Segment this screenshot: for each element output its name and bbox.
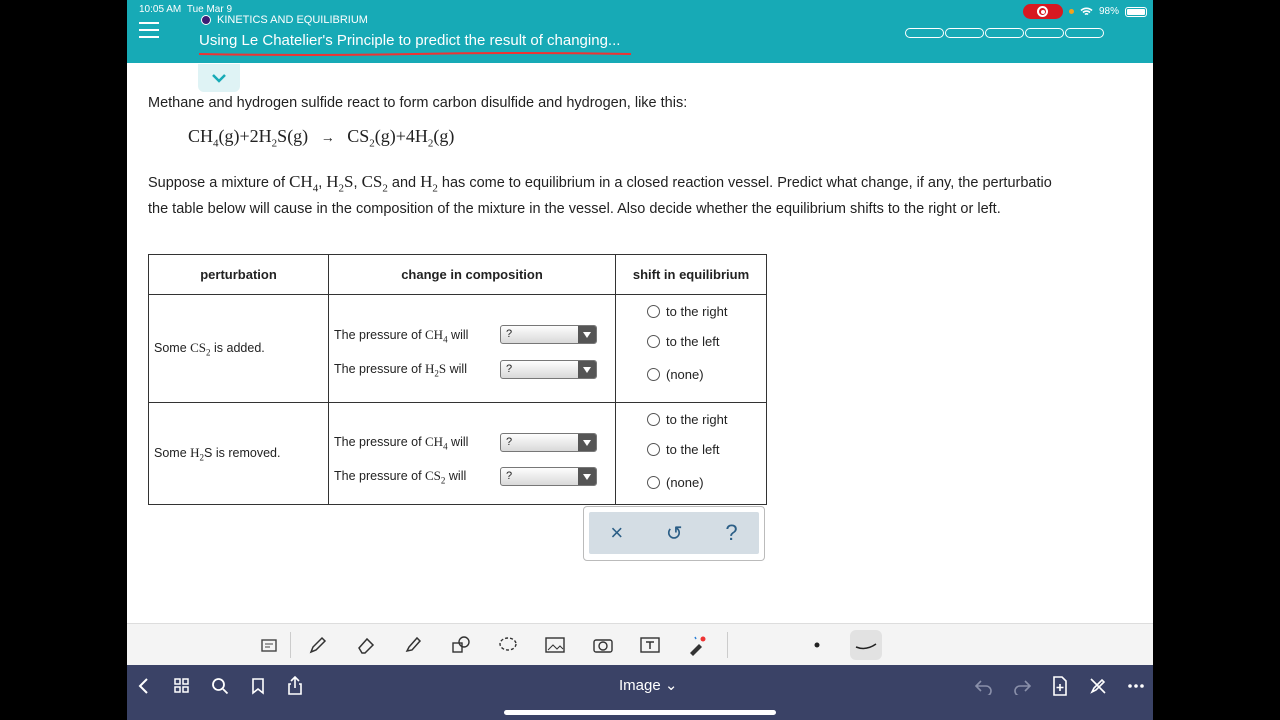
radio-right[interactable]: to the right xyxy=(647,304,727,319)
chevron-down-icon xyxy=(211,73,227,83)
back-icon[interactable] xyxy=(133,675,155,697)
perturbation-cell: Some $CS_2$ is added. xyxy=(149,295,329,403)
undo-button[interactable]: ↺ xyxy=(665,522,683,545)
radio-circle-icon[interactable] xyxy=(647,335,660,348)
radio-circle-icon[interactable] xyxy=(647,305,660,318)
dropdown-arrow-icon xyxy=(578,434,596,451)
lasso-select-icon[interactable] xyxy=(496,633,520,657)
composition-line: The pressure of $CH_4$ will xyxy=(334,434,469,452)
header-change: change in composition xyxy=(329,255,616,295)
undo-icon[interactable] xyxy=(973,675,995,697)
header-bar xyxy=(127,0,1153,63)
status-right xyxy=(1023,4,1147,19)
eraser-icon[interactable] xyxy=(354,633,378,657)
document-title-menu[interactable]: Image ⌄ xyxy=(619,677,678,694)
home-indicator xyxy=(504,710,776,715)
camera-icon[interactable] xyxy=(591,633,615,657)
table-row xyxy=(149,295,767,403)
pen-icon[interactable] xyxy=(306,633,330,657)
stroke-icon[interactable] xyxy=(850,630,882,660)
battery-percent: 98% xyxy=(1098,6,1119,17)
battery-icon xyxy=(1125,7,1147,17)
composition-line: The pressure of $CH_4$ will xyxy=(334,327,469,345)
dropdown-arrow-icon xyxy=(578,468,596,485)
markup-toolbar xyxy=(127,623,1153,665)
question-line-1: Suppose a mixture of $CH_4$, $H_2S$, $CS_2$ and $H_2$ has come to equilibrium in a closed reaction vessel. Predict what change, if any, the perturbatio xyxy=(148,172,1052,195)
bottom-nav-bar xyxy=(127,665,1153,720)
dropdown-arrow-icon xyxy=(578,326,596,343)
perturbation-table xyxy=(148,254,767,505)
pressure-dropdown[interactable]: ? xyxy=(500,360,597,379)
radio-none[interactable]: (none) xyxy=(647,367,704,382)
add-page-icon[interactable] xyxy=(1049,675,1071,697)
lasso-icon[interactable] xyxy=(257,633,281,657)
topic-dot-icon xyxy=(201,15,211,25)
help-button[interactable]: ? xyxy=(725,520,738,545)
radio-left[interactable]: to the left xyxy=(647,334,719,349)
dot-size-icon[interactable] xyxy=(805,633,829,657)
header-shift: shift in equilibrium xyxy=(616,255,767,295)
wifi-icon xyxy=(1080,7,1093,17)
grid-icon[interactable] xyxy=(171,675,193,697)
bookmark-icon[interactable] xyxy=(247,675,269,697)
app-screen xyxy=(127,0,1153,720)
pressure-dropdown[interactable]: ? xyxy=(500,467,597,486)
text-box-icon[interactable] xyxy=(638,633,662,657)
laser-pointer-icon[interactable] xyxy=(685,633,709,657)
composition-cell xyxy=(329,295,616,403)
page-title: Using Le Chatelier's Principle to predict the result of changing... xyxy=(199,32,621,49)
dropdown-arrow-icon xyxy=(578,361,596,378)
share-icon[interactable] xyxy=(284,675,306,697)
pressure-dropdown[interactable]: ? xyxy=(500,325,597,344)
shift-cell xyxy=(616,295,767,403)
ink-underline xyxy=(199,52,631,57)
composition-line: The pressure of $CS_2$ will xyxy=(334,468,467,486)
question-line-2: the table below will cause in the composition of the mixture in the vessel. Also decide whether the equilibrium shifts to the right or left. xyxy=(148,201,1001,217)
radio-circle-icon[interactable] xyxy=(647,443,660,456)
more-icon[interactable] xyxy=(1125,675,1147,697)
radio-circle-icon[interactable] xyxy=(647,413,660,426)
intro-text: Methane and hydrogen sulfide react to form carbon disulfide and hydrogen, like this: xyxy=(148,95,688,111)
redo-icon[interactable] xyxy=(1011,675,1033,697)
pencil-off-icon[interactable] xyxy=(1087,675,1109,697)
radio-circle-icon[interactable] xyxy=(647,368,660,381)
pressure-dropdown[interactable]: ? xyxy=(500,433,597,452)
search-icon[interactable] xyxy=(209,675,231,697)
perturbation-cell: Some $H_2S$ is removed. xyxy=(149,403,329,505)
composition-line: The pressure of $H_2S$ will xyxy=(334,361,467,379)
composition-cell xyxy=(329,403,616,505)
radio-left[interactable]: to the left xyxy=(647,442,719,457)
status-time: 10:05 AM Tue Mar 9 xyxy=(139,4,233,15)
reaction-equation: $CH_4(g)+2H_2S(g) \to CS_2(g)+4H_2(g)$ xyxy=(188,126,455,150)
menu-icon[interactable] xyxy=(139,22,159,38)
table-row xyxy=(149,403,767,505)
radio-circle-icon[interactable] xyxy=(647,476,660,489)
shift-cell xyxy=(616,403,767,505)
topic-label: KINETICS AND EQUILIBRIUM xyxy=(201,14,368,26)
clear-button[interactable]: × xyxy=(610,520,624,545)
collapse-chevron-button[interactable] xyxy=(198,64,240,92)
answer-actions xyxy=(583,506,765,561)
shapes-icon[interactable] xyxy=(449,633,473,657)
image-icon[interactable] xyxy=(543,633,567,657)
record-indicator-icon[interactable] xyxy=(1023,4,1063,19)
mic-dot-icon xyxy=(1069,9,1074,14)
radio-none[interactable]: (none) xyxy=(647,475,704,490)
progress-segments xyxy=(905,28,1104,38)
highlighter-icon[interactable] xyxy=(401,633,425,657)
radio-right[interactable]: to the right xyxy=(647,412,727,427)
header-perturbation: perturbation xyxy=(149,255,329,295)
